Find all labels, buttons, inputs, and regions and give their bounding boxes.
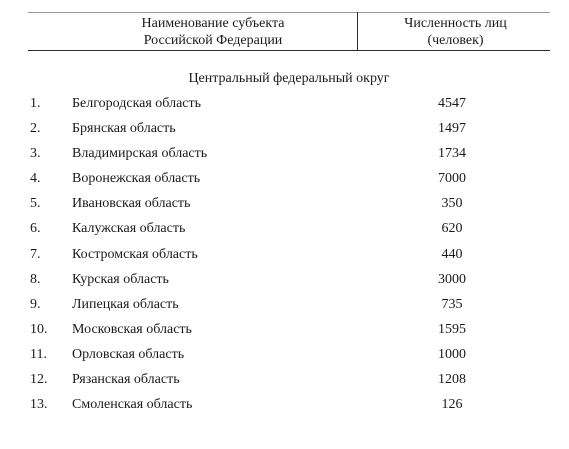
subject-name: Брянская область: [72, 121, 176, 137]
table-row: [0, 246, 569, 271]
table-row: [0, 296, 569, 321]
person-count: 350: [441, 196, 463, 212]
table-row: [0, 396, 569, 421]
row-number: 6.: [30, 221, 41, 237]
person-count: 1734: [438, 146, 466, 162]
subject-name: Ивановская область: [72, 196, 191, 212]
person-count: 1497: [438, 121, 466, 137]
person-count: 1595: [438, 321, 466, 337]
person-count: 440: [441, 246, 463, 262]
row-number: 1.: [30, 96, 41, 111]
row-number: 3.: [30, 146, 41, 162]
row-number: 10.: [30, 321, 48, 337]
person-count: 4547: [438, 96, 466, 111]
row-number: 2.: [30, 121, 41, 137]
subject-name: Владимирская область: [72, 146, 208, 162]
person-count: 7000: [438, 171, 466, 187]
row-number: 11.: [30, 346, 47, 362]
subject-name: Рязанская область: [72, 372, 180, 388]
subject-name: Белгородская область: [72, 96, 202, 111]
column-header-count: [361, 15, 550, 49]
table-row: [0, 95, 569, 120]
column-header-count-line1: Численность лиц: [404, 16, 507, 31]
table-row: [0, 170, 569, 195]
person-count: 126: [441, 397, 463, 413]
subject-name: Калужская область: [72, 221, 186, 237]
table-header: [28, 12, 550, 51]
row-number: 13.: [30, 397, 48, 413]
person-count: 735: [441, 296, 463, 312]
district-heading: Центральный федеральный округ: [188, 71, 390, 86]
row-number: 5.: [30, 196, 41, 212]
row-number: 7.: [30, 246, 41, 262]
table-row: [0, 120, 569, 145]
row-number: 12.: [30, 372, 48, 388]
row-number: 8.: [30, 271, 41, 287]
subject-name: Московская область: [72, 321, 192, 337]
table-row: [0, 346, 569, 371]
table-row: [0, 220, 569, 245]
subject-name: Курская область: [72, 271, 169, 287]
person-count: 3000: [438, 271, 466, 287]
table-row: [0, 271, 569, 296]
column-header-count-line2: (человек): [427, 33, 484, 48]
table-row: [0, 371, 569, 396]
subject-name: Смоленская область: [72, 397, 193, 413]
header-divider: [357, 12, 358, 50]
table-row: [0, 195, 569, 220]
table-row: [0, 321, 569, 346]
table-body: [0, 95, 569, 421]
subject-name: Орловская область: [72, 346, 185, 362]
column-header-subject: [68, 15, 358, 49]
column-header-subject-line1: Наименование субъекта: [141, 16, 285, 31]
subject-name: Воронежская область: [72, 171, 201, 187]
person-count: 1000: [438, 346, 466, 362]
subject-name: Костромская область: [72, 246, 198, 262]
subject-name: Липецкая область: [72, 296, 179, 312]
table-row: [0, 145, 569, 170]
person-count: 1208: [438, 372, 466, 388]
person-count: 620: [441, 221, 463, 237]
column-header-subject-line2: Российской Федерации: [143, 33, 283, 48]
row-number: 4.: [30, 171, 41, 187]
row-number: 9.: [30, 296, 41, 312]
